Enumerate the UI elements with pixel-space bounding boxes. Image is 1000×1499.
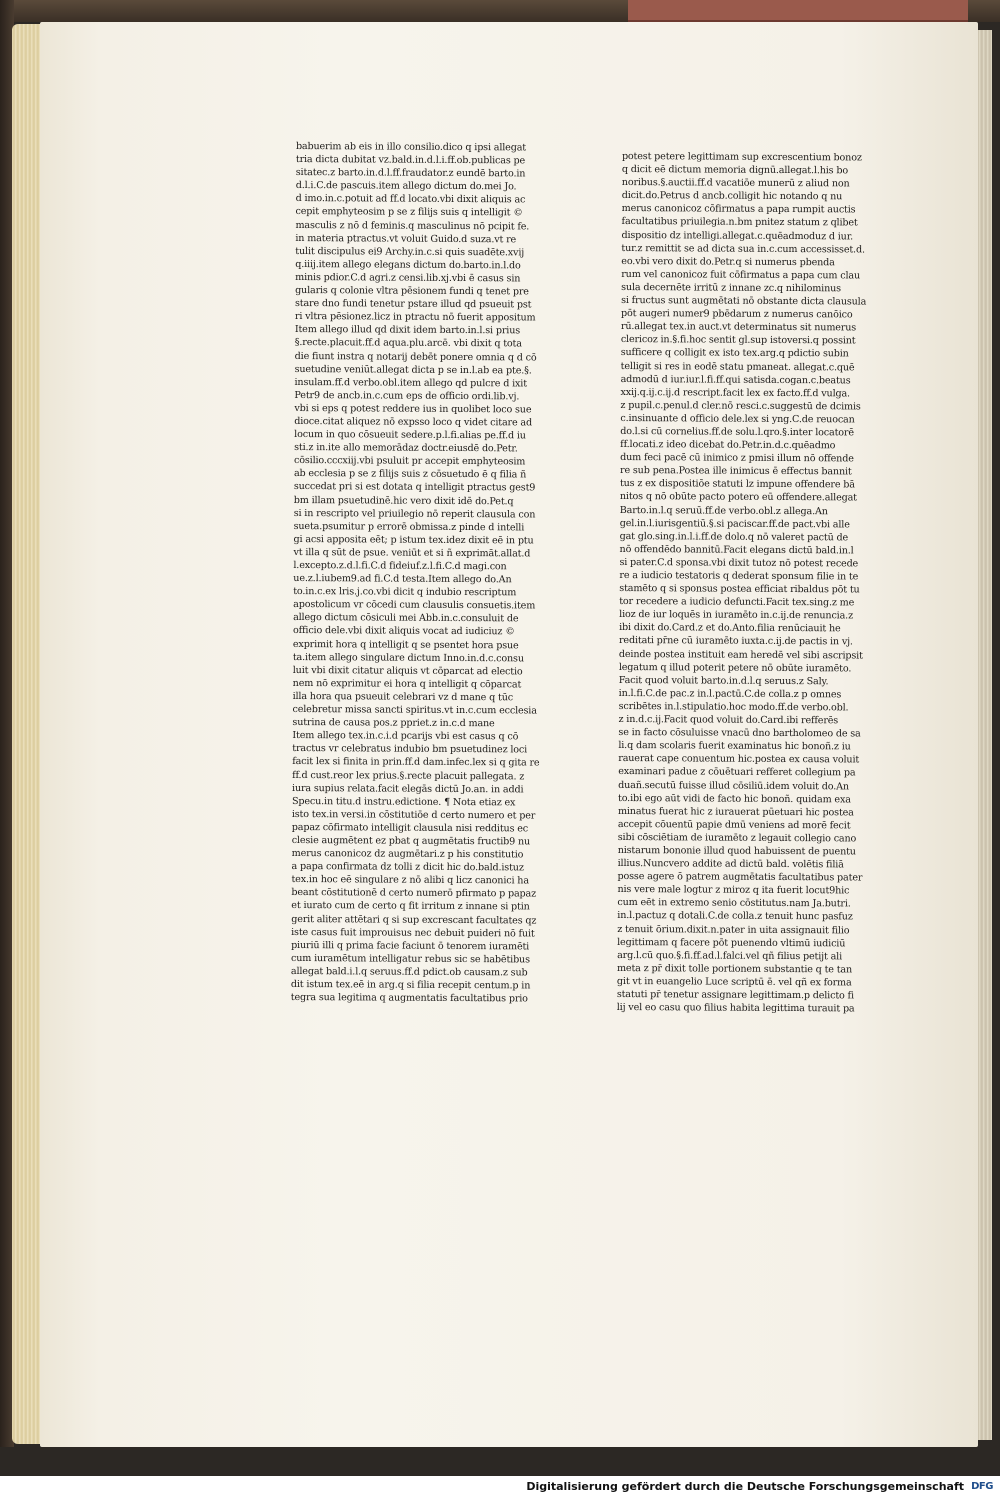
left-column-line: celebretur missa sancti spiritus.vt in.c.cum ecclesia bbox=[292, 704, 537, 717]
right-column-line: nō offendēdo bannitū.Facit elegans dictū bald.in.l bbox=[619, 543, 854, 557]
right-column-line: li.q dam scolaris fuerit examinatus hic bonoñ.z iu bbox=[618, 740, 851, 753]
left-column-line: babuerim ab eis in illo consilio.dico q ipsi allegat bbox=[295, 140, 527, 154]
left-column-line: §.recte.placuit.ff.d aqua.plu.arcē. vbi dixit q tota bbox=[294, 337, 522, 350]
left-column-line: gularis q colonie vltra pēsionem fundi q tenet pre bbox=[295, 285, 529, 298]
right-column-line: ff.locati.z ideo dicebat do.Petr.in.d.c.quēadmo bbox=[620, 439, 836, 452]
right-column-line: stamēto q si sponsus postea efficiat ribaldus pōt tu bbox=[619, 583, 860, 596]
right-column-line: statuti pr̄ tenetur assignare legittimam.p delicto fi bbox=[616, 988, 854, 1002]
left-column-line: ri vltra pēsionez.licz in ptractu nō fuerit appositum bbox=[294, 311, 536, 324]
right-column-line: sula decernēte irritū z innane zc.q nihilominus bbox=[621, 281, 841, 295]
right-column-line: illius.Nuncvero addite ad dictū bald. volētis filiā bbox=[617, 858, 844, 871]
left-column-line: apostolicum vr cōcedi cum clausulis consuetis.item bbox=[293, 599, 536, 612]
right-column-line: eo.vbi vero dixit do.Petr.q si numerus pbenda bbox=[621, 255, 835, 269]
left-column-line: stare dno fundi tenetur pstare illud qd psueuit pst bbox=[294, 298, 532, 311]
right-column-line: re a iudicio testatoris q dederat sponsum filie in te bbox=[619, 569, 859, 583]
left-column-line: bm illam psuetudinē.hic vero dixit idē do.Pet.q bbox=[293, 494, 514, 507]
left-column-line: tegra sua legitima q augmentatis facultatibus prio bbox=[290, 992, 528, 1005]
right-column-line: legittimam q facere pōt puenendo vltimū iudiciū bbox=[617, 936, 846, 950]
left-column-line: l.excepto.z.d.l.fi.C.d fideiuf.z.l.fi.C.d magi.con bbox=[293, 559, 507, 573]
left-column-line: allego dictum cōsiculi mei Abb.in.c.consuluit de bbox=[293, 612, 519, 625]
cover-tab bbox=[628, 0, 968, 22]
right-column-line: rauerat cape conuentum hic.postea ex causa voluit bbox=[618, 753, 860, 766]
left-column-line: illa hora qua psueuit celebrari vz d mane q tūc bbox=[292, 690, 514, 704]
left-column-line: dioce.citat aliquez nō expsso loco q videt citare ad bbox=[294, 415, 533, 429]
right-column-line: admodū d iur.iur.l.fi.ff.qui satisda.cogan.c.beatus bbox=[620, 373, 851, 386]
right-column-line: do.l.si cū cornelius.ff.de solu.l.qro.§.inter locatorē bbox=[620, 425, 854, 439]
right-column-line: nitos q nō obūte pacto potero eū offendere.allegat bbox=[619, 491, 857, 504]
left-column-line: a papa confirmata dz tolli z dicit hic do.bald.istuz bbox=[291, 861, 524, 874]
right-column-line: gat glo.sing.in.l.i.ff.de dolo.q nō valeret pactū de bbox=[619, 530, 849, 544]
right-column-line: noribus.§.auctii.ff.d vacatiōe munerū z aliud non bbox=[621, 177, 850, 190]
right-column-line: ibi dixit do.Card.z et do.Anto.filia renūciauit he bbox=[619, 622, 841, 635]
right-column-line: tus z ex dispositiōe statuti lz impune offendere bā bbox=[619, 478, 855, 491]
right-column-line: si fructus sunt augmētati nō obstante dicta clausula bbox=[621, 295, 867, 308]
right-column-line: lij vel eo casu quo filius habita legittima turauit pa bbox=[616, 1002, 855, 1015]
left-column-line: piuriū illi q prima facie faciunt ō tenorem iuramēti bbox=[291, 939, 530, 953]
dfg-logo: DFG bbox=[971, 1481, 993, 1492]
left-column-line: minis pdior.C.d agri.z censi.lib.xj.vbi ē casus sin bbox=[295, 271, 521, 285]
right-column-line: in.l.pactuz q dotali.C.de colla.z tenuit hunc pasfuz bbox=[617, 910, 853, 923]
left-column-line: nem nō exprimitur ei hora q intelligit q cōparcat bbox=[292, 677, 522, 691]
left-column-line: sutrina de causa pos.z ppriet.z in.c.d mane bbox=[292, 717, 495, 730]
left-column-line: die fiunt instra q notarij debēt ponere omnia q d cō bbox=[294, 350, 537, 363]
right-column-line: potest petere legittimam sup excrescentium bonoz bbox=[621, 150, 862, 164]
left-column-line: d.l.i.C.de pascuis.item allego dictum do.mei Jo. bbox=[295, 180, 517, 193]
left-column-line: dit istum tex.eē in arg.q si filia recepit centum.p in bbox=[290, 978, 531, 992]
right-column-line: lioz de iur loquēs in iuramēto in.c.ij.de renuncia.z bbox=[619, 609, 854, 622]
left-column-line: ff.d cust.reor lex prius.§.recte placuit pallegata. z bbox=[292, 769, 525, 782]
right-column-line: arg.l.cū quo.§.fi.ff.ad.l.falci.vel qñ filius petijt ali bbox=[617, 949, 843, 963]
right-column-line: to.ibi ego aūt vidi de facto hic bonoñ. quidam exa bbox=[618, 792, 851, 806]
right-column-line: merus canonicoz cōfirmatus a papa rumpit auctis bbox=[621, 203, 856, 216]
left-column-line: papaz cōfirmato intelligit clausula nisi redditus ec bbox=[291, 821, 529, 835]
left-column-line: cōsilio.cccxiij.vbi psuluit pr accepit emphyteosim bbox=[294, 455, 526, 468]
left-column-line: Item allego tex.in.c.i.d pcarijs vbi est casus q cō bbox=[292, 730, 519, 743]
right-column-line: tur.z remittit se ad dicta sua in.c.cum accessisset.d. bbox=[621, 242, 865, 256]
left-column-line: clesie augmētent ez pbat q augmētatis fructib9 nu bbox=[291, 834, 531, 848]
left-column-line: et iurato cum de certo q fit irritum z innane si ptin bbox=[291, 900, 530, 913]
text-column-right bbox=[616, 150, 882, 1162]
left-column-line: gi acsi apposita eēt; p istum tex.idez dixit eē in ptu bbox=[293, 533, 534, 547]
right-column-line: telligit si res in eodē statu pmaneat. allegat.c.quē bbox=[620, 360, 855, 373]
right-column-line: z tenuit ōrium.dixit.n.pater in uita assignauit filio bbox=[617, 923, 850, 936]
right-column-line: z pupil.c.penul.d cler.nō resci.c.suggestū de dcimis bbox=[620, 399, 861, 413]
left-column-line: iura supius relata.facit elegās dictū Jo.an. in addi bbox=[292, 782, 524, 795]
left-column-line: merus canonicoz dz augmētari.z p his constitutio bbox=[291, 848, 524, 861]
left-column-line: sueta.psumitur p errorē obmissa.z pinde d intelli bbox=[293, 520, 525, 534]
right-column-line: git vt in euangelio Luce scriptū ē. vel qñ ex forma bbox=[616, 975, 852, 989]
right-column-line: dispositio dz intelligi.allegat.c.quēadmoduz d iur. bbox=[621, 229, 854, 242]
left-column-line: sitatec.z barto.in.d.l.ff.fraudator.z eundē barto.in bbox=[295, 167, 526, 180]
right-column-line: Barto.in.l.q seruū.ff.de verbo.obl.z allega.An bbox=[619, 504, 828, 517]
right-column-line: legatum q illud poterit petere nō obūte iuramēto. bbox=[618, 661, 852, 675]
right-column-line: q dicit eē dictum memoria dignū.allegat.l.his bo bbox=[621, 164, 849, 177]
right-column-line: xxij.q.ij.c.ij.d rescript.facit lex ex facto.ff.d vulga. bbox=[620, 386, 851, 400]
right-column-line: clericoz in.§.fi.hoc sentit gl.sup istoversi.q possint bbox=[620, 334, 856, 347]
right-column-line: deinde postea instituit eam heredē vel sibi ascripsit bbox=[618, 648, 863, 662]
right-column-line: cum eēt in extremo senio cōstitutus.nam Ja.butri. bbox=[617, 897, 851, 910]
left-column-line: insulam.ff.d verbo.obl.item allego qd pulcre d ixit bbox=[294, 376, 527, 390]
left-column-line: tex.in hoc eē singulare z nō alibi q licz canonici ha bbox=[291, 874, 529, 887]
left-column-line: Petr9 de ancb.in.c.cum eps de officio ordi.lib.vj. bbox=[294, 389, 520, 403]
right-column-line: si pater.C.d sponsa.vbi dixit tutoz nō potest recede bbox=[619, 556, 859, 570]
right-column-line: accepit cōuentū papie dmū veniens ad morē fecit bbox=[617, 818, 851, 832]
right-column-line: z in.d.c.ij.Facit quod voluit do.Card.ibi refferēs bbox=[618, 714, 839, 727]
right-column-line: sufficere q colligit ex isto tex.arg.q pdictio subin bbox=[620, 347, 849, 360]
left-column-line: locum in quo cōsueuit sedere.p.l.fi.alias pe.ff.d iu bbox=[294, 429, 526, 442]
left-column-line: succedat pri si est dotata q intelligit ptractus gest9 bbox=[293, 481, 536, 494]
right-column-line: tor recedere a iudicio defuncti.Facit tex.sing.z me bbox=[619, 596, 855, 609]
left-column-line: vt illa q sūt de psue. veniūt et si ñ exprimāt.allat.d bbox=[293, 546, 531, 560]
left-column-line: cum iuramētum intelligatur rebus sic se habētibus bbox=[290, 952, 530, 966]
right-column-line: dum feci pacē cū inimico z pmisi illum nō offende bbox=[620, 452, 854, 465]
left-column-line: ab ecclesia p se z filijs suis z cōsuetudo ē q filia ñ bbox=[293, 468, 527, 481]
left-column-line: iste casus fuit improuisus nec debuit puideri nō fuit bbox=[291, 926, 535, 940]
right-column-line: rum vel canonicoz fuit cōfirmatus a papa cum clau bbox=[621, 268, 861, 282]
left-column-line: tractus vr celebratus indubio bm psuetudinez loci bbox=[292, 743, 528, 756]
left-column-line: exprimit hora q intelligit q se psentet hora psue bbox=[292, 638, 519, 651]
right-column-line: dicit.do.Petrus d ancb.colligit hic notando q nu bbox=[621, 190, 843, 203]
right-column-line: duañ.secutū fuisse illud cōsiliū.idem voluit do.An bbox=[618, 779, 849, 792]
left-column-line: allegat bald.i.l.q seruus.ff.d pdict.ob causam.z sub bbox=[290, 965, 528, 979]
right-column-line: reditati pr̄ne cū iuramēto iuxta.c.ij.de pactis in vj. bbox=[618, 635, 853, 648]
right-column-line: scribētes in.l.stipulatio.hoc modo.ff.de verbo.obl. bbox=[618, 700, 849, 714]
right-column-line: Facit quod voluit barto.in.d.l.q seruus.z Saly. bbox=[618, 674, 829, 688]
right-column-line: gel.in.l.iurisgentiū.§.si paciscar.ff.de pact.vbi alle bbox=[619, 517, 850, 531]
digitization-footer bbox=[0, 1476, 1000, 1499]
right-column-line: sibi cōsciētiam de iuramēto z legauit collegio cano bbox=[617, 831, 857, 845]
left-column-line: facit lex si finita in prin.ff.d dam.infec.lex si q gita re bbox=[292, 756, 540, 769]
left-column-line: tria dicta dubitat vz.bald.in.d.l.i.ff.ob.publicas pe bbox=[295, 154, 526, 167]
left-column-line: gerit aliter attētari q si sup excrescant facultates qz bbox=[291, 913, 537, 927]
left-column-line: cepit emphyteosim p se z filijs suis q intelligit © bbox=[295, 206, 523, 219]
left-column-line: ta.item allego singulare dictum Inno.in.d.c.consu bbox=[292, 651, 524, 665]
left-column-line: luit vbi dixit citatur aliquis vt cōparcat ad electio bbox=[292, 664, 523, 678]
right-column-line: re sub pena.Postea ille inimicus ē effectus bannit bbox=[620, 465, 852, 478]
left-column-line: Item allego illud qd dixit idem barto.in.l.si prius bbox=[294, 324, 521, 337]
right-column-line: pōt augeri numer9 pbēdarum z numerus canōico bbox=[620, 308, 853, 321]
right-column-line: posse agere ō patrem augmētatis facultatibus pater bbox=[617, 871, 863, 884]
left-column-line: beant cōstitutionē d certo numerō pfirmato p papaz bbox=[291, 887, 537, 900]
left-column-line: Specu.in titu.d instru.edictione. ¶ Nota etiaz ex bbox=[291, 795, 516, 809]
right-column-line: minatus fuerat hic z iurauerat pūetuari hic postea bbox=[617, 805, 854, 819]
left-column-line: tulit discipulus ei9 Archy.in.c.si quis suadēte.xvij bbox=[295, 245, 525, 259]
scan-bottom-border bbox=[0, 1447, 1000, 1476]
right-column-line: facultatibus priuilegia.n.bm pnitez statum z qlibet bbox=[621, 216, 858, 229]
left-column-line: isto tex.in versi.in cōstitutiōe d certo numero et per bbox=[291, 808, 536, 822]
left-column-line: sti.z in.ite allo memorādaz doctr.eiusdē do.Petr. bbox=[294, 442, 518, 455]
left-column-line: q.iiij.item allego elegans dictum do.barto.in.l.do bbox=[295, 258, 521, 272]
left-column-line: suetudine veniūt.allegat dicta p se in.l.ab ea pte.§. bbox=[294, 363, 532, 377]
left-column-line: officio dele.vbi dixit aliquis vocat ad iudiciuz © bbox=[292, 625, 515, 638]
right-column-line: in.l.fi.C.de pac.z in.l.pactū.C.de colla.z p omnes bbox=[618, 687, 842, 701]
right-column-line: se in facto cōsuluisse vnacū dno bartholomeo de sa bbox=[618, 727, 861, 740]
right-column-line: meta z pr̄ dixit tolle portionem substantie q te tan bbox=[616, 962, 853, 976]
right-column-line: examinari padue z cōuētuari refferet collegium pa bbox=[618, 766, 856, 779]
left-column-line: in materia ptractus.vt voluit Guido.d suza.vt re bbox=[295, 232, 517, 246]
right-column-line: nistarum bononie illud quod habuissent de puentu bbox=[617, 844, 856, 858]
left-column-line: to.in.c.ex lris.j.co.vbi dicit q indubio rescriptum bbox=[293, 586, 517, 599]
funding-credit: Digitalisierung gefördert durch die Deutsche Forschungsgemeinschaft bbox=[526, 1480, 964, 1493]
text-column-left bbox=[290, 140, 550, 1172]
left-column-line: masculis z nō d feminis.q masculinus nō pcipit fe. bbox=[295, 219, 530, 232]
left-column-line: vbi si eps q potest reddere ius in quolibet loco sue bbox=[294, 402, 532, 416]
left-column-line: d imo.in.c.potuit ad ff.d locato.vbi dixit aliquis ac bbox=[295, 193, 526, 206]
right-column-line: c.insinuante d officio dele.lex si yng.C.de reuocan bbox=[620, 412, 855, 426]
right-column-line: rū.allegat tex.in auct.vt determinatus sit numerus bbox=[620, 321, 857, 334]
right-column-line: nis vere male logtur z miroz q ita fuerit locut9hic bbox=[617, 884, 850, 897]
left-column-line: si in rescripto vel priuilegio nō reperit clausula con bbox=[293, 507, 536, 521]
left-column-line: ue.z.l.iubem9.ad fi.C.d testa.Item allego do.An bbox=[293, 573, 512, 586]
